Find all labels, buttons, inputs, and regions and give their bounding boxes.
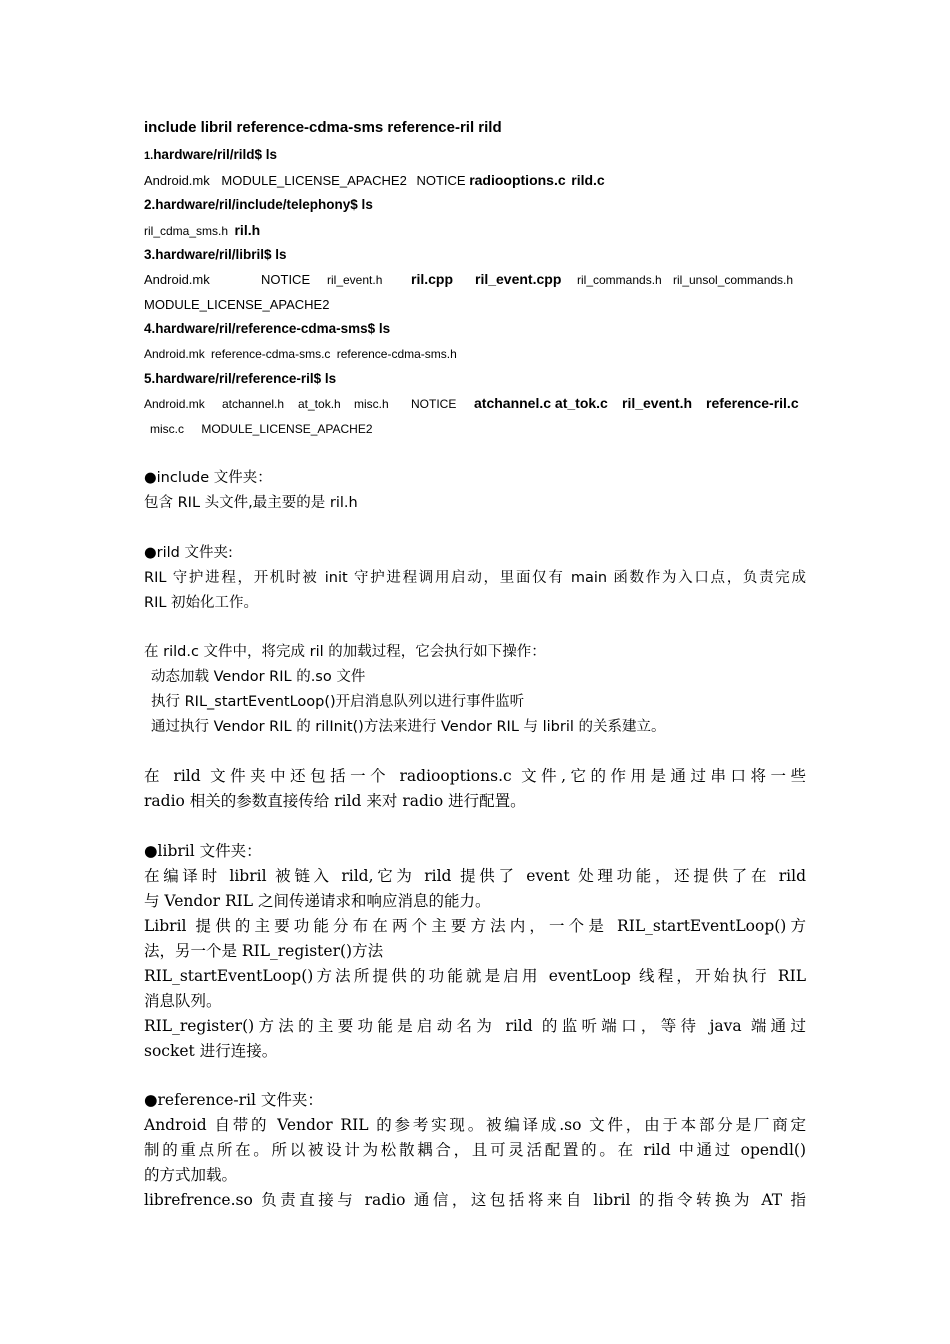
file-name: NOTICE xyxy=(416,173,466,188)
file-name: ril_event.h xyxy=(327,273,383,287)
file-name: ril.cpp xyxy=(411,271,454,287)
dir-heading-reference-cdma-sms: 4.hardware/ril/reference-cdma-sms$ ls xyxy=(144,321,391,336)
file-name: ril_event.cpp xyxy=(475,271,562,287)
file-name: ril_cdma_sms.h xyxy=(144,224,229,238)
section-title-rild: ●rild 文件夹: xyxy=(144,545,233,561)
libril-line: RIL_register()方法的主要功能是启动名为 rild 的监听端口，等待 java 端通过 xyxy=(144,1017,806,1035)
section-title-include: ●include 文件夹： xyxy=(144,470,272,486)
libril-line: 与 Vendor RIL 之间传递请求和响应消息的能力。 xyxy=(144,892,491,910)
refril-line: librefrence.so 负责直接与 radio 通信，这包括将来自 libril 的指令转换为 AT 指 xyxy=(144,1191,806,1209)
rild-step: 动态加载 Vendor RIL 的.so 文件 xyxy=(151,669,366,685)
file-name: rild.c xyxy=(571,172,605,188)
refril-line: 制的重点所在。所以被设计为松散耦合，且可灵活配置的。在 rild 中通过 opendl() xyxy=(144,1141,806,1159)
file-name: ril.h xyxy=(234,222,261,238)
file-name: Android.mk xyxy=(144,173,210,188)
dir-heading-include: 2.hardware/ril/include/telephony$ ls xyxy=(144,197,373,212)
libril-line: socket 进行连接。 xyxy=(144,1042,278,1060)
file-name: misc.c xyxy=(150,422,184,436)
refril-line: 的方式加载。 xyxy=(144,1166,238,1184)
file-name: reference-cdma-sms.h xyxy=(336,347,457,361)
file-name: ril_commands.h xyxy=(577,273,662,287)
section-body-rild-line1: RIL 守护进程，开机时被 init 守护进程调用启动，里面仅有 main 函数作为入口点，负责完成 xyxy=(144,570,806,586)
file-list-include xyxy=(144,222,260,240)
libril-line: 消息队列。 xyxy=(144,992,222,1010)
file-name: MODULE_LICENSE_APACHE2 xyxy=(201,422,373,436)
section-body-rild-line2: RIL 初始化工作。 xyxy=(144,595,259,611)
rild-extra-line1: 在 rild 文件夹中还包括一个 radiooptions.c 文件,它的作用是通过串口将一些 xyxy=(144,767,806,785)
libril-line: Libril 提供的主要功能分布在两个主要方法内，一个是 RIL_startEventLoop()方 xyxy=(144,917,806,935)
file-name: misc.h xyxy=(354,397,389,411)
section-body-include: 包含 RIL 头文件,最主要的是 ril.h xyxy=(144,495,358,511)
dir-heading-rild xyxy=(144,147,277,162)
file-name: reference-ril.c xyxy=(706,395,799,411)
file-name: Android.mk xyxy=(144,272,210,287)
file-name: MODULE_LICENSE_APACHE2 xyxy=(221,173,407,188)
libril-line: 在编译时 libril 被链入 rild,它为 rild 提供了 event 处理功能，还提供了在 rild xyxy=(144,867,806,885)
section-title-libril: ●libril 文件夹： xyxy=(144,842,262,860)
rild-step: 执行 RIL_startEventLoop()开启消息队列以进行事件监听 xyxy=(151,694,525,710)
file-list-reference-ril-row2 xyxy=(150,422,373,436)
rild-extra-line2: radio 相关的参数直接传给 rild 来对 radio 进行配置。 xyxy=(144,792,526,810)
libril-line: 法，另一个是 RIL_register()方法 xyxy=(144,942,384,960)
file-list-reference-cdma-sms xyxy=(144,347,457,361)
file-name: atchannel.h xyxy=(222,397,285,411)
dir-heading-text: hardware/ril/rild$ ls xyxy=(153,147,277,162)
file-name: ril_event.h xyxy=(622,395,693,411)
file-name: NOTICE xyxy=(411,397,457,411)
section-title-reference-ril: ●reference-ril 文件夹： xyxy=(144,1091,323,1109)
dir-heading-libril: 3.hardware/ril/libril$ ls xyxy=(144,247,287,262)
refril-line: Android 自带的 Vendor RIL 的参考实现。被编译成.so 文件，由于本部分是厂商定 xyxy=(144,1116,806,1134)
file-name: radiooptions.c xyxy=(469,172,566,188)
libril-line: RIL_startEventLoop()方法所提供的功能就是启用 eventLoop 线程，开始执行 RIL xyxy=(144,967,806,985)
file-list-libril-row2: MODULE_LICENSE_APACHE2 xyxy=(144,297,330,312)
dir-heading-reference-ril: 5.hardware/ril/reference-ril$ ls xyxy=(144,371,337,386)
file-name: atchannel.c at_tok.c xyxy=(474,395,608,411)
file-name: at_tok.h xyxy=(298,397,341,411)
file-name: Android.mk xyxy=(144,347,205,361)
file-name: NOTICE xyxy=(261,272,311,287)
file-name: Android.mk xyxy=(144,397,205,411)
file-name: reference-cdma-sms.c xyxy=(211,347,331,361)
rild-step: 通过执行 Vendor RIL 的 rilInit()方法来进行 Vendor RIL 与 libril 的关系建立。 xyxy=(151,719,666,735)
doc-title: include libril reference-cdma-sms reference-ril rild xyxy=(144,119,502,136)
rild-intro: 在 rild.c 文件中，将完成 ril 的加载过程，它会执行如下操作： xyxy=(144,644,546,660)
file-name: ril_unsol_commands.h xyxy=(673,273,794,287)
dir-heading-number: 1. xyxy=(144,150,154,162)
file-list-rild xyxy=(144,172,605,188)
